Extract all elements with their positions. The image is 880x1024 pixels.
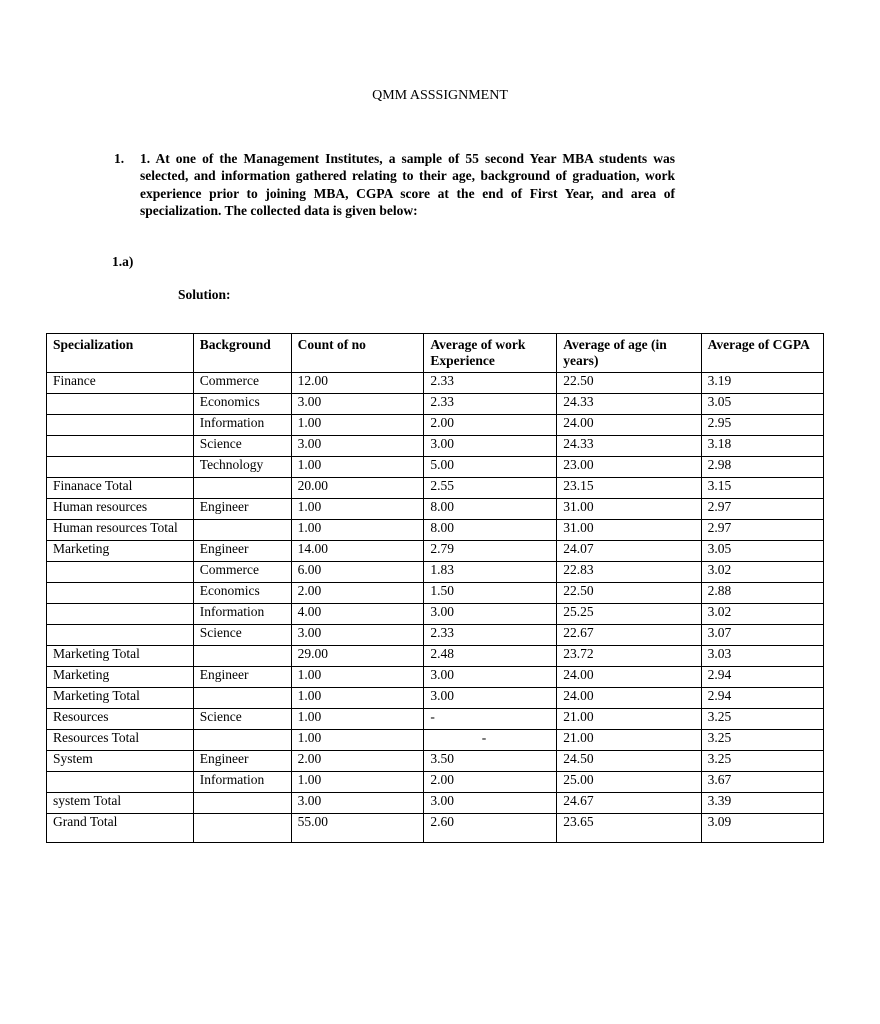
cell-specialization: Human resources [47, 499, 194, 520]
data-table-container [46, 333, 810, 853]
cell-avg-work-experience: 2.60 [424, 814, 557, 843]
solution-label: Solution: [178, 287, 231, 302]
table-body [47, 373, 824, 843]
cell-count: 3.00 [291, 436, 424, 457]
table-row [47, 793, 824, 814]
cell-specialization: Marketing [47, 667, 194, 688]
cell-count: 55.00 [291, 814, 424, 843]
cell-background [193, 730, 291, 751]
cell-avg-cgpa: 3.05 [701, 541, 823, 562]
cell-background [193, 520, 291, 541]
cell-avg-cgpa: 3.02 [701, 604, 823, 625]
cell-count: 14.00 [291, 541, 424, 562]
cell-specialization [47, 604, 194, 625]
cell-specialization: System [47, 751, 194, 772]
table-row [47, 373, 824, 394]
cell-count: 1.00 [291, 520, 424, 541]
header-count: Count of no [291, 334, 424, 373]
table-row [47, 394, 824, 415]
cell-avg-age: 22.50 [557, 373, 701, 394]
table-row [47, 562, 824, 583]
cell-avg-cgpa: 2.94 [701, 667, 823, 688]
cell-avg-age: 25.25 [557, 604, 701, 625]
cell-specialization: Human resources Total [47, 520, 194, 541]
cell-avg-cgpa: 2.98 [701, 457, 823, 478]
cell-avg-work-experience: 2.33 [424, 625, 557, 646]
header-avg-age: Average of age (in years) [557, 334, 701, 373]
header-background: Background [193, 334, 291, 373]
cell-avg-age: 24.00 [557, 415, 701, 436]
cell-background [193, 688, 291, 709]
cell-avg-work-experience: 2.00 [424, 772, 557, 793]
cell-specialization [47, 457, 194, 478]
cell-background: Technology [193, 457, 291, 478]
cell-count: 1.00 [291, 772, 424, 793]
cell-avg-cgpa: 2.97 [701, 520, 823, 541]
cell-avg-work-experience: 3.00 [424, 793, 557, 814]
cell-count: 3.00 [291, 625, 424, 646]
table-row [47, 667, 824, 688]
table-row [47, 814, 824, 843]
cell-avg-cgpa: 3.67 [701, 772, 823, 793]
cell-avg-age: 24.07 [557, 541, 701, 562]
cell-count: 1.00 [291, 415, 424, 436]
cell-specialization [47, 394, 194, 415]
table-row [47, 541, 824, 562]
cell-count: 1.00 [291, 667, 424, 688]
page-title: QMM ASSSIGNMENT [372, 88, 508, 103]
table-row [47, 415, 824, 436]
cell-count: 1.00 [291, 730, 424, 751]
cell-avg-age: 31.00 [557, 520, 701, 541]
cell-background [193, 478, 291, 499]
cell-count: 3.00 [291, 394, 424, 415]
cell-avg-age: 23.65 [557, 814, 701, 843]
cell-background: Science [193, 436, 291, 457]
cell-count: 1.00 [291, 499, 424, 520]
cell-background: Commerce [193, 562, 291, 583]
cell-specialization: Resources [47, 709, 194, 730]
cell-avg-work-experience: 3.50 [424, 751, 557, 772]
cell-avg-cgpa: 3.09 [701, 814, 823, 843]
data-table [46, 333, 824, 843]
cell-avg-age: 24.33 [557, 394, 701, 415]
cell-background: Information [193, 772, 291, 793]
cell-specialization [47, 772, 194, 793]
cell-avg-cgpa: 3.25 [701, 730, 823, 751]
cell-avg-age: 23.15 [557, 478, 701, 499]
cell-count: 1.00 [291, 457, 424, 478]
cell-avg-age: 24.67 [557, 793, 701, 814]
cell-avg-cgpa: 3.25 [701, 709, 823, 730]
cell-specialization: Grand Total [47, 814, 194, 843]
header-avg-work-experience: Average of work Experience [424, 334, 557, 373]
cell-avg-work-experience: 2.00 [424, 415, 557, 436]
cell-specialization [47, 415, 194, 436]
cell-avg-age: 31.00 [557, 499, 701, 520]
table-row [47, 772, 824, 793]
cell-background: Science [193, 625, 291, 646]
cell-count: 20.00 [291, 478, 424, 499]
cell-avg-cgpa: 2.97 [701, 499, 823, 520]
cell-avg-work-experience: 3.00 [424, 436, 557, 457]
cell-avg-age: 22.50 [557, 583, 701, 604]
cell-background [193, 793, 291, 814]
cell-avg-cgpa: 3.07 [701, 625, 823, 646]
cell-specialization [47, 625, 194, 646]
table-row [47, 709, 824, 730]
question-number: 1. [114, 151, 125, 166]
question-block [114, 150, 675, 220]
cell-avg-cgpa: 3.19 [701, 373, 823, 394]
cell-avg-age: 24.00 [557, 688, 701, 709]
cell-avg-age: 21.00 [557, 709, 701, 730]
table-row [47, 751, 824, 772]
cell-avg-age: 25.00 [557, 772, 701, 793]
cell-count: 4.00 [291, 604, 424, 625]
cell-background: Information [193, 604, 291, 625]
cell-background: Engineer [193, 667, 291, 688]
table-row [47, 625, 824, 646]
cell-avg-cgpa: 3.03 [701, 646, 823, 667]
cell-avg-work-experience: 2.48 [424, 646, 557, 667]
cell-avg-age: 23.00 [557, 457, 701, 478]
cell-background: Engineer [193, 499, 291, 520]
cell-specialization [47, 436, 194, 457]
cell-avg-cgpa: 3.39 [701, 793, 823, 814]
cell-avg-age: 22.67 [557, 625, 701, 646]
cell-avg-age: 24.00 [557, 667, 701, 688]
cell-background: Information [193, 415, 291, 436]
cell-count: 2.00 [291, 751, 424, 772]
table-row [47, 583, 824, 604]
cell-avg-work-experience: 3.00 [424, 688, 557, 709]
cell-background: Science [193, 709, 291, 730]
cell-avg-cgpa: 2.94 [701, 688, 823, 709]
cell-background: Commerce [193, 373, 291, 394]
cell-count: 2.00 [291, 583, 424, 604]
table-row [47, 499, 824, 520]
cell-avg-work-experience: - [424, 709, 557, 730]
cell-avg-work-experience: 3.00 [424, 667, 557, 688]
cell-count: 29.00 [291, 646, 424, 667]
cell-avg-cgpa: 2.88 [701, 583, 823, 604]
cell-avg-cgpa: 3.18 [701, 436, 823, 457]
table-header-row [47, 334, 824, 373]
cell-count: 1.00 [291, 709, 424, 730]
cell-count: 1.00 [291, 688, 424, 709]
table-row [47, 457, 824, 478]
cell-avg-age: 23.72 [557, 646, 701, 667]
cell-avg-age: 24.33 [557, 436, 701, 457]
cell-avg-work-experience: - [424, 730, 557, 751]
cell-avg-work-experience: 1.83 [424, 562, 557, 583]
table-row [47, 730, 824, 751]
question-text: 1. At one of the Management Institutes, a sample of 55 second Year MBA students was selected, and information gathered relating to their age, background of graduation, work experience prior to joining MBA, CGPA score at the end of First Year, and area of specialization. The collected data is given below: [140, 151, 675, 219]
table-row [47, 436, 824, 457]
cell-avg-work-experience: 2.55 [424, 478, 557, 499]
cell-count: 3.00 [291, 793, 424, 814]
table-row [47, 604, 824, 625]
cell-avg-work-experience: 2.79 [424, 541, 557, 562]
table-row [47, 688, 824, 709]
cell-specialization: Marketing [47, 541, 194, 562]
subpart-label: 1.a) [112, 254, 134, 269]
cell-avg-age: 22.83 [557, 562, 701, 583]
cell-specialization [47, 583, 194, 604]
cell-avg-cgpa: 3.05 [701, 394, 823, 415]
cell-avg-work-experience: 1.50 [424, 583, 557, 604]
cell-background: Economics [193, 583, 291, 604]
cell-background: Engineer [193, 541, 291, 562]
cell-background: Economics [193, 394, 291, 415]
cell-background: Engineer [193, 751, 291, 772]
cell-avg-work-experience: 3.00 [424, 604, 557, 625]
cell-specialization: system Total [47, 793, 194, 814]
header-avg-cgpa: Average of CGPA [701, 334, 823, 373]
cell-specialization: Finance [47, 373, 194, 394]
cell-avg-work-experience: 2.33 [424, 373, 557, 394]
cell-specialization [47, 562, 194, 583]
cell-count: 6.00 [291, 562, 424, 583]
cell-avg-age: 21.00 [557, 730, 701, 751]
cell-avg-cgpa: 3.15 [701, 478, 823, 499]
cell-avg-cgpa: 3.25 [701, 751, 823, 772]
cell-avg-work-experience: 8.00 [424, 499, 557, 520]
cell-count: 12.00 [291, 373, 424, 394]
table-row [47, 646, 824, 667]
cell-specialization: Marketing Total [47, 688, 194, 709]
table-row [47, 478, 824, 499]
cell-avg-cgpa: 3.02 [701, 562, 823, 583]
cell-avg-work-experience: 5.00 [424, 457, 557, 478]
cell-avg-cgpa: 2.95 [701, 415, 823, 436]
cell-specialization: Finanace Total [47, 478, 194, 499]
cell-background [193, 814, 291, 843]
cell-avg-age: 24.50 [557, 751, 701, 772]
cell-avg-work-experience: 8.00 [424, 520, 557, 541]
cell-background [193, 646, 291, 667]
cell-avg-work-experience: 2.33 [424, 394, 557, 415]
cell-specialization: Marketing Total [47, 646, 194, 667]
cell-specialization: Resources Total [47, 730, 194, 751]
header-specialization: Specialization [47, 334, 194, 373]
table-row [47, 520, 824, 541]
